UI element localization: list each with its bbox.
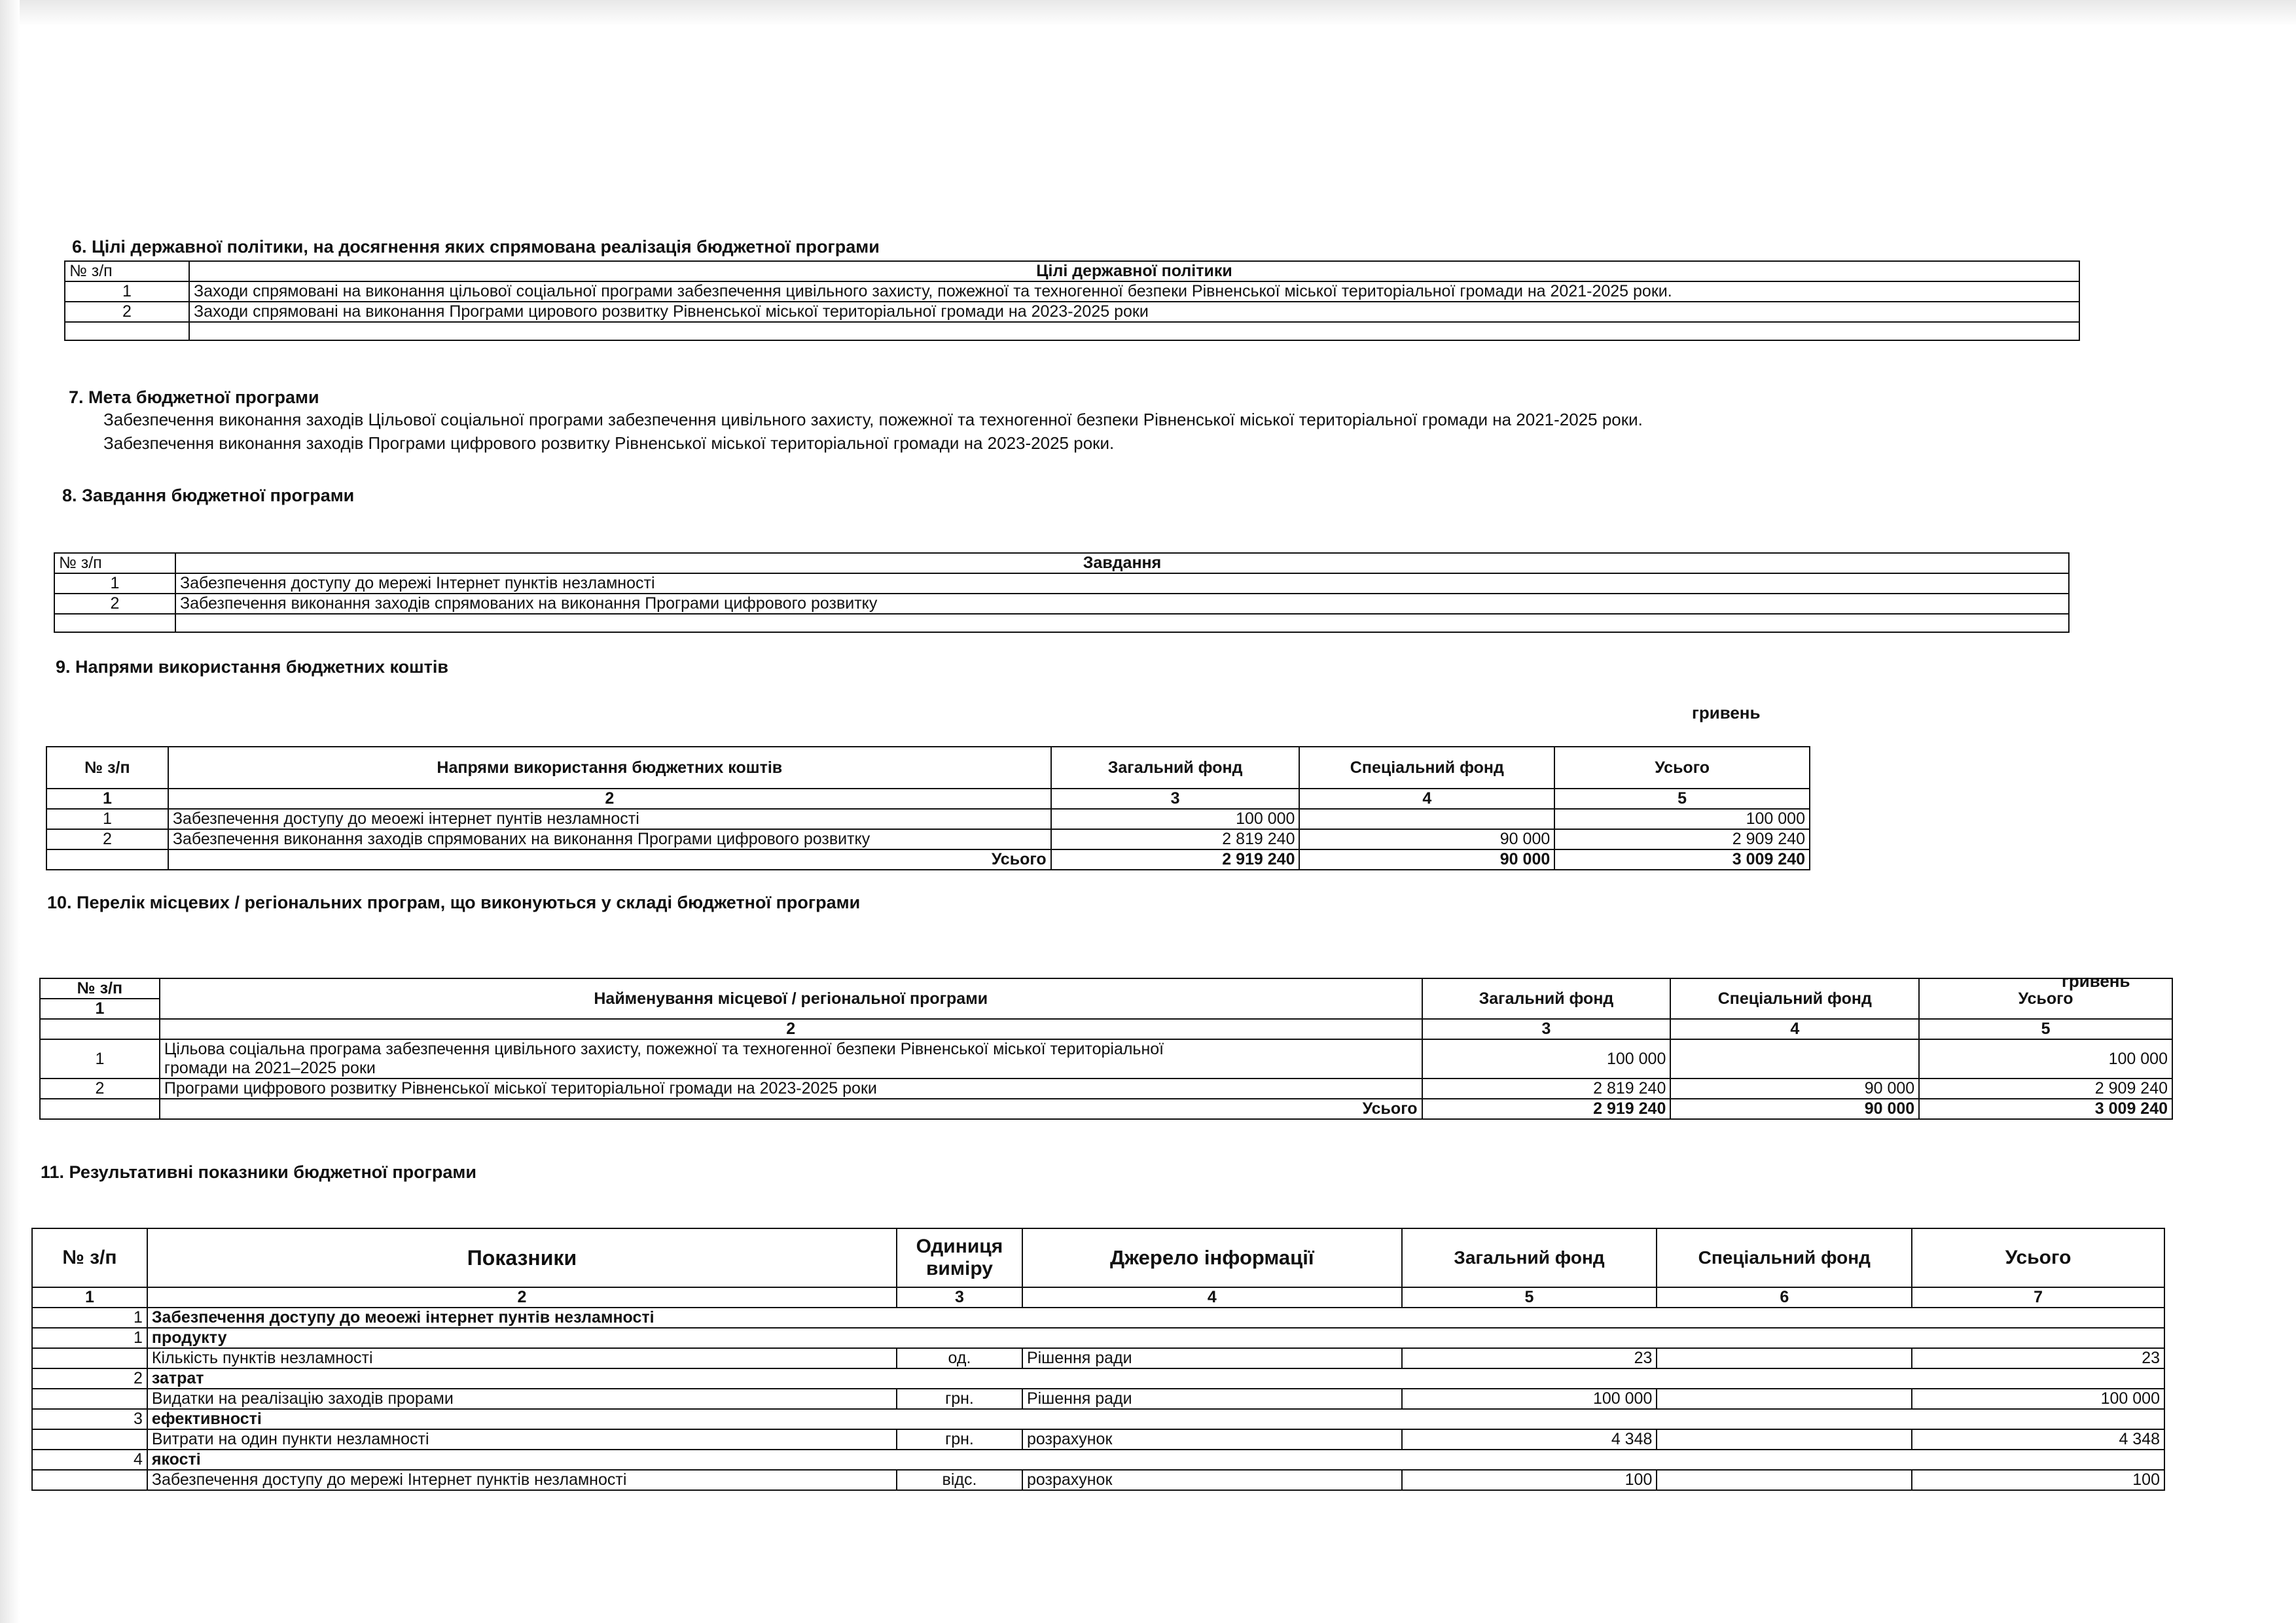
col-title-header: Цілі державної політики [189, 261, 2079, 281]
row-general: 2 819 240 [1422, 1079, 1671, 1099]
row-text: Забезпечення виконання заходів спрямованих на виконання Програми цифрового розвитку [175, 594, 2069, 614]
index-cell: 3 [1422, 1019, 1671, 1039]
section10-unit: гривень [2062, 971, 2130, 991]
row-total: 2 909 240 [1919, 1079, 2172, 1099]
col-no-header: № з/п [46, 747, 168, 789]
group-row [32, 1328, 2164, 1348]
indicator-general: 4 348 [1402, 1429, 1657, 1450]
section9-heading: 9. Напрями використання бюджетних коштів [56, 657, 448, 677]
table-header-row [46, 747, 1810, 789]
total-row [40, 1099, 2172, 1119]
index-cell: 7 [1912, 1287, 2164, 1308]
index-cell: 1 [40, 999, 160, 1019]
section7-heading: 7. Мета бюджетної програми [69, 387, 319, 407]
table-row [54, 594, 2069, 614]
row-general: 100 000 [1051, 809, 1300, 829]
col-total-header: Усього [1912, 1228, 2164, 1287]
total-row [46, 849, 1810, 870]
row-no: 2 [65, 302, 189, 322]
table-row [54, 573, 2069, 594]
index-cell: 4 [1022, 1287, 1402, 1308]
table-row [40, 1039, 2172, 1079]
section7-line2: Забезпечення виконання заходів Програми цифрового розвитку Рівненської міської територіальної громади на 2023-2025 роки. [103, 433, 1115, 453]
task-row [32, 1308, 2164, 1328]
row-special [1670, 1039, 1919, 1079]
col-special-header: Спеціальний фонд [1299, 747, 1554, 789]
row-no: 1 [46, 809, 168, 829]
indicator-row [32, 1389, 2164, 1409]
table-header-row [40, 978, 2172, 999]
row-no: 2 [46, 829, 168, 849]
index-cell: 1 [46, 789, 168, 809]
group-no: 2 [32, 1368, 147, 1389]
row-name-line2: громади на 2021–2025 роки [164, 1059, 376, 1077]
section10-table [39, 978, 2173, 1120]
row-name [160, 1039, 1422, 1079]
indicator-unit: грн. [897, 1429, 1022, 1450]
section10-heading: 10. Перелік місцевих / регіональних програм, що виконуються у складі бюджетної програми [47, 893, 861, 912]
row-total: 2 909 240 [1554, 829, 1810, 849]
section11-table [31, 1228, 2165, 1491]
indicator-row [32, 1348, 2164, 1368]
row-no: 2 [54, 594, 175, 614]
indicator-row [32, 1470, 2164, 1490]
row-name: Забезпечення виконання заходів спрямованих на виконання Програми цифрового розвитку [168, 829, 1051, 849]
row-total: 100 000 [1919, 1039, 2172, 1079]
row-text: Забезпечення доступу до мережі Інтернет пунктів незламності [175, 573, 2069, 594]
section9-table [46, 746, 1810, 870]
index-cell: 3 [897, 1287, 1022, 1308]
indicator-source: розрахунок [1022, 1470, 1402, 1490]
row-no: 2 [40, 1079, 160, 1099]
scan-left-edge [0, 0, 20, 1623]
indicator-total: 100 [1912, 1470, 2164, 1490]
col-general-header: Загальний фонд [1422, 978, 1671, 1019]
col-name-header: Показники [147, 1228, 897, 1287]
indicator-total: 100 000 [1912, 1389, 2164, 1409]
section9-unit: гривень [1692, 703, 1761, 722]
group-row [32, 1409, 2164, 1429]
col-name-header: Найменування місцевої / регіональної програми [160, 978, 1422, 1019]
row-text: Заходи спрямовані на виконання Програми цирового розвитку Рівненської міської територіальної громади на 2023-2025 роки [189, 302, 2079, 322]
row-special: 90 000 [1299, 829, 1554, 849]
col-no-header: № з/п [65, 261, 189, 281]
col-no-header: № з/п [40, 978, 160, 999]
indicator-source: Рішення ради [1022, 1348, 1402, 1368]
group-title: затрат [147, 1368, 2164, 1389]
index-cell: 2 [168, 789, 1051, 809]
col-no-header: № з/п [32, 1228, 147, 1287]
indicator-unit: грн. [897, 1389, 1022, 1409]
col-total-header: Усього [1554, 747, 1810, 789]
section8-heading: 8. Завдання бюджетної програми [62, 486, 355, 505]
indicator-name: Витрати на один пункти незламності [147, 1429, 897, 1450]
row-name: Забезпечення доступу до меоежі інтернет пунтів незламності [168, 809, 1051, 829]
indicator-special [1657, 1348, 1912, 1368]
col-unit-header: Одиниця виміру [897, 1228, 1022, 1287]
col-total-header: Усього [1919, 978, 2172, 1019]
index-cell: 5 [1554, 789, 1810, 809]
indicator-unit: од. [897, 1348, 1022, 1368]
group-no: 1 [32, 1328, 147, 1348]
col-special-header: Спеціальний фонд [1670, 978, 1919, 1019]
total-total: 3 009 240 [1919, 1099, 2172, 1119]
table-row [46, 809, 1810, 829]
task-no: 1 [32, 1308, 147, 1328]
col-general-header: Загальний фонд [1402, 1228, 1657, 1287]
row-no: 1 [40, 1039, 160, 1079]
indicator-special [1657, 1389, 1912, 1409]
indicator-row [32, 1429, 2164, 1450]
indicator-name: Кількість пунктів незламності [147, 1348, 897, 1368]
total-label: Усього [160, 1099, 1422, 1119]
index-cell: 4 [1299, 789, 1554, 809]
indicator-general: 23 [1402, 1348, 1657, 1368]
indicator-special [1657, 1429, 1912, 1450]
index-cell: 5 [1402, 1287, 1657, 1308]
group-title: ефективності [147, 1409, 2164, 1429]
index-cell: 1 [32, 1287, 147, 1308]
col-title-header: Завдання [175, 553, 2069, 573]
total-general: 2 919 240 [1051, 849, 1300, 870]
row-name-line1: Цільова соціальна програма забезпечення цивільного захисту, пожежної та техногенної безпеки Рівненської міської територіальної [164, 1040, 1164, 1058]
table-row [65, 281, 2079, 302]
indicator-source: розрахунок [1022, 1429, 1402, 1450]
row-text: Заходи спрямовані на виконання цільової соціальної програми забезпечення цивільного захисту, пожежної та техногенної безпеки Рівненської міської територіальної громади на 2021-2025 роки. [189, 281, 2079, 302]
section11-heading: 11. Результативні показники бюджетної програми [41, 1162, 476, 1182]
index-cell: 2 [160, 1019, 1422, 1039]
table-row [46, 829, 1810, 849]
row-name: Програми цифрового розвитку Рівненської міської територіальної громади на 2023-2025 роки [160, 1079, 1422, 1099]
row-no: 1 [54, 573, 175, 594]
col-name-header: Напрями використання бюджетних коштів [168, 747, 1051, 789]
indicator-special [1657, 1470, 1912, 1490]
indicator-name: Видатки на реалізацію заходів прорами [147, 1389, 897, 1409]
index-cell: 3 [1051, 789, 1300, 809]
row-general: 100 000 [1422, 1039, 1671, 1079]
section7-line1: Забезпечення виконання заходів Цільової соціальної програми забезпечення цивільного захисту, пожежної та техногенної безпеки Рівненської міської територіальної громади на 2021-2025 роки. [103, 410, 1643, 429]
indicator-general: 100 000 [1402, 1389, 1657, 1409]
index-row [46, 789, 1810, 809]
total-label: Усього [168, 849, 1051, 870]
indicator-general: 100 [1402, 1470, 1657, 1490]
total-general: 2 919 240 [1422, 1099, 1671, 1119]
index-cell: 6 [1657, 1287, 1912, 1308]
indicator-source: Рішення ради [1022, 1389, 1402, 1409]
index-cell: 2 [147, 1287, 897, 1308]
index-row [40, 1019, 2172, 1039]
section6-table [64, 260, 2080, 341]
table-row [65, 302, 2079, 322]
row-special [1299, 809, 1554, 829]
group-no: 3 [32, 1409, 147, 1429]
table-empty-row [65, 322, 2079, 340]
col-source-header: Джерело інформації [1022, 1228, 1402, 1287]
section6-heading: 6. Цілі державної політики, на досягнення яких спрямована реалізація бюджетної програми [72, 237, 880, 257]
row-special: 90 000 [1670, 1079, 1919, 1099]
table-header-row [54, 553, 2069, 573]
table-header-row [32, 1228, 2164, 1287]
col-special-header: Спеціальний фонд [1657, 1228, 1912, 1287]
group-title: продукту [147, 1328, 2164, 1348]
index-cell: 4 [1670, 1019, 1919, 1039]
group-no: 4 [32, 1450, 147, 1470]
group-title: якості [147, 1450, 2164, 1470]
col-general-header: Загальний фонд [1051, 747, 1300, 789]
table-header-row [65, 261, 2079, 281]
group-row [32, 1450, 2164, 1470]
table-empty-row [54, 614, 2069, 632]
row-general: 2 819 240 [1051, 829, 1300, 849]
index-row [32, 1287, 2164, 1308]
group-row [32, 1368, 2164, 1389]
table-row [40, 1079, 2172, 1099]
indicator-total: 23 [1912, 1348, 2164, 1368]
row-total: 100 000 [1554, 809, 1810, 829]
scan-top-edge [0, 0, 2296, 26]
indicator-total: 4 348 [1912, 1429, 2164, 1450]
col-no-header: № з/п [54, 553, 175, 573]
total-special: 90 000 [1299, 849, 1554, 870]
indicator-unit: відс. [897, 1470, 1022, 1490]
total-special: 90 000 [1670, 1099, 1919, 1119]
index-cell: 5 [1919, 1019, 2172, 1039]
indicator-name: Забезпечення доступу до мережі Інтернет пунктів незламності [147, 1470, 897, 1490]
task-title: Забезпечення доступу до меоежі інтернет пунтів незламності [147, 1308, 2164, 1328]
section8-table [54, 552, 2070, 633]
row-no: 1 [65, 281, 189, 302]
total-total: 3 009 240 [1554, 849, 1810, 870]
